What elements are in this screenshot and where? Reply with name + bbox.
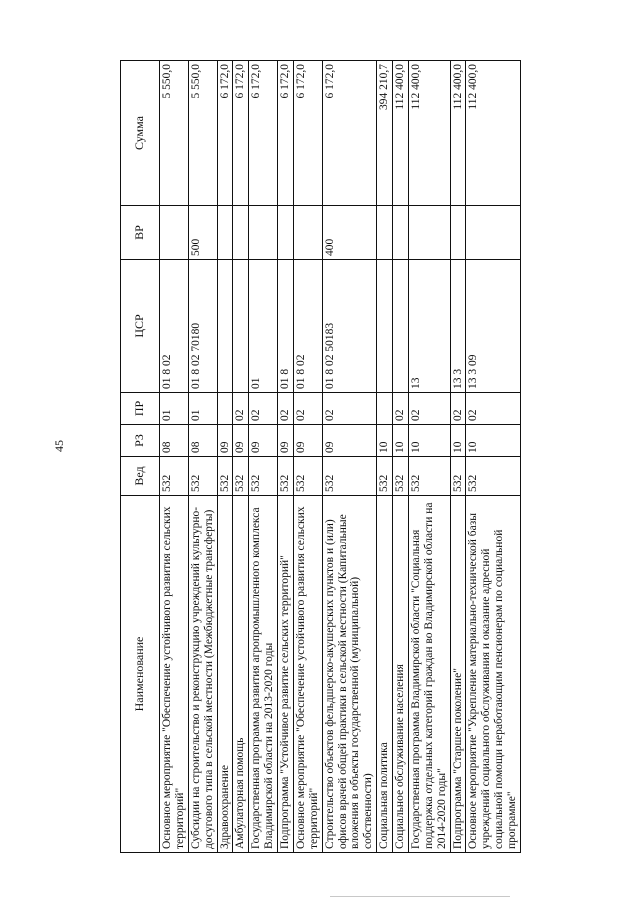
cell-name: Субсидии на строительство и реконструкцию учреждений культурно-досугового типа в сельской местности (Межбюджетные трансферты)	[188, 496, 217, 853]
table-row	[393, 61, 409, 853]
rotated-page	[120, 61, 552, 853]
page-number: 45	[52, 440, 66, 452]
cell-ved: 532	[408, 457, 450, 496]
header-name: Наименование	[121, 496, 160, 853]
cell-vr	[377, 206, 393, 260]
cell-rz: 10	[408, 425, 450, 457]
cell-vr	[466, 206, 521, 260]
cell-rz: 09	[293, 425, 322, 457]
header-row	[121, 61, 160, 853]
cell-name: Подпрограмма "Устойчивое развитие сельских территорий"	[278, 496, 294, 853]
cell-rz: 10	[466, 425, 521, 457]
table-row	[293, 61, 322, 853]
table-row	[322, 61, 377, 853]
cell-csr: 01 8 02	[293, 260, 322, 393]
cell-pr: 02	[278, 393, 294, 425]
cell-ved: 532	[188, 457, 217, 496]
cell-csr: 01	[249, 260, 278, 393]
cell-vr	[293, 206, 322, 260]
cell-vr: 400	[322, 206, 377, 260]
cell-sum: 394 210,7	[377, 61, 393, 206]
cell-pr: 02	[466, 393, 521, 425]
table-row	[408, 61, 450, 853]
table-row	[160, 61, 189, 853]
cell-rz: 08	[188, 425, 217, 457]
cell-pr: 02	[322, 393, 377, 425]
cell-csr	[233, 260, 249, 393]
cell-csr: 13 3 09	[466, 260, 521, 393]
cell-sum: 6 172,0	[249, 61, 278, 206]
cell-rz: 09	[249, 425, 278, 457]
cell-name: Здравоохранение	[217, 496, 233, 853]
cell-ved: 532	[278, 457, 294, 496]
cell-rz: 08	[160, 425, 189, 457]
budget-table	[120, 60, 521, 853]
header-sum: Сумма	[121, 61, 160, 206]
cell-vr	[393, 206, 409, 260]
cell-ved: 532	[393, 457, 409, 496]
header-pr: ПР	[121, 393, 160, 425]
cell-pr: 02	[393, 393, 409, 425]
cell-name: Основное мероприятие "Укрепление материально-технической базы учреждений социального обслуживания и оказание адресной социальной помощи неработающим пенсионерам по социальной программе"	[466, 496, 521, 853]
cell-rz: 10	[377, 425, 393, 457]
cell-sum: 6 172,0	[278, 61, 294, 206]
cell-sum: 112 400,0	[393, 61, 409, 206]
cell-name: Социальная политика	[377, 496, 393, 853]
cell-sum: 6 172,0	[233, 61, 249, 206]
cell-name: Амбулаторная помощь	[233, 496, 249, 853]
cell-csr	[377, 260, 393, 393]
cell-sum: 6 172,0	[293, 61, 322, 206]
cell-vr	[217, 206, 233, 260]
table-row	[450, 61, 466, 853]
header-ved: Вед	[121, 457, 160, 496]
cell-sum: 6 172,0	[322, 61, 377, 206]
cell-ved: 532	[466, 457, 521, 496]
cell-rz: 10	[393, 425, 409, 457]
cell-name: Социальное обслуживание населения	[393, 496, 409, 853]
cell-ved: 532	[450, 457, 466, 496]
table-row	[249, 61, 278, 853]
cell-ved: 532	[293, 457, 322, 496]
cell-vr: 500	[188, 206, 217, 260]
header-vr: ВР	[121, 206, 160, 260]
cell-ved: 532	[217, 457, 233, 496]
cell-name: Основное мероприятие "Обеспечение устойчивого развития сельских территорий"	[160, 496, 189, 853]
table-row	[466, 61, 521, 853]
cell-pr	[217, 393, 233, 425]
cell-rz: 09	[217, 425, 233, 457]
cell-name: Основное мероприятие "Обеспечение устойчивого развития сельских территорий"	[293, 496, 322, 853]
cell-rz: 10	[450, 425, 466, 457]
cell-sum: 5 550,0	[160, 61, 189, 206]
scan-line	[330, 896, 510, 897]
table-row	[233, 61, 249, 853]
cell-sum: 112 400,0	[450, 61, 466, 206]
cell-pr	[377, 393, 393, 425]
table-row	[217, 61, 233, 853]
cell-csr: 13	[408, 260, 450, 393]
cell-sum: 6 172,0	[217, 61, 233, 206]
cell-csr	[393, 260, 409, 393]
cell-vr	[233, 206, 249, 260]
cell-rz: 09	[278, 425, 294, 457]
header-csr: ЦСР	[121, 260, 160, 393]
cell-vr	[450, 206, 466, 260]
table-row	[278, 61, 294, 853]
cell-vr	[249, 206, 278, 260]
cell-csr: 01 8	[278, 260, 294, 393]
cell-ved: 532	[233, 457, 249, 496]
cell-pr: 02	[249, 393, 278, 425]
cell-vr	[160, 206, 189, 260]
cell-csr: 01 8 02 50183	[322, 260, 377, 393]
cell-rz: 09	[322, 425, 377, 457]
cell-sum: 112 400,0	[466, 61, 521, 206]
cell-pr: 02	[408, 393, 450, 425]
cell-name: Строительство объектов фельдшерско-акушерских пунктов и (или) офисов врачей общей практики в сельской местности (Капитальные вложения в объекты государственной (муниципальной) собственности)	[322, 496, 377, 853]
table-row	[377, 61, 393, 853]
cell-ved: 532	[322, 457, 377, 496]
cell-sum: 112 400,0	[408, 61, 450, 206]
cell-csr: 13 3	[450, 260, 466, 393]
cell-pr: 01	[160, 393, 189, 425]
cell-ved: 532	[160, 457, 189, 496]
cell-name: Подпрограмма "Старшее поколение"	[450, 496, 466, 853]
cell-csr: 01 8 02 70180	[188, 260, 217, 393]
cell-ved: 532	[377, 457, 393, 496]
cell-name: Государственная программа Владимирской области "Социальная поддержка отдельных категорий граждан во Владимирской области на 2014-2020 годы"	[408, 496, 450, 853]
cell-rz: 09	[233, 425, 249, 457]
cell-csr: 01 8 02	[160, 260, 189, 393]
cell-pr: 02	[450, 393, 466, 425]
cell-vr	[408, 206, 450, 260]
cell-sum: 5 550,0	[188, 61, 217, 206]
table-row	[188, 61, 217, 853]
cell-pr: 01	[188, 393, 217, 425]
cell-vr	[278, 206, 294, 260]
cell-csr	[217, 260, 233, 393]
cell-pr: 02	[233, 393, 249, 425]
header-rz: РЗ	[121, 425, 160, 457]
cell-name: Государственная программа развития агропромышленного комплекса Владимирской области на 2013-2020 годы	[249, 496, 278, 853]
cell-pr: 02	[293, 393, 322, 425]
cell-ved: 532	[249, 457, 278, 496]
